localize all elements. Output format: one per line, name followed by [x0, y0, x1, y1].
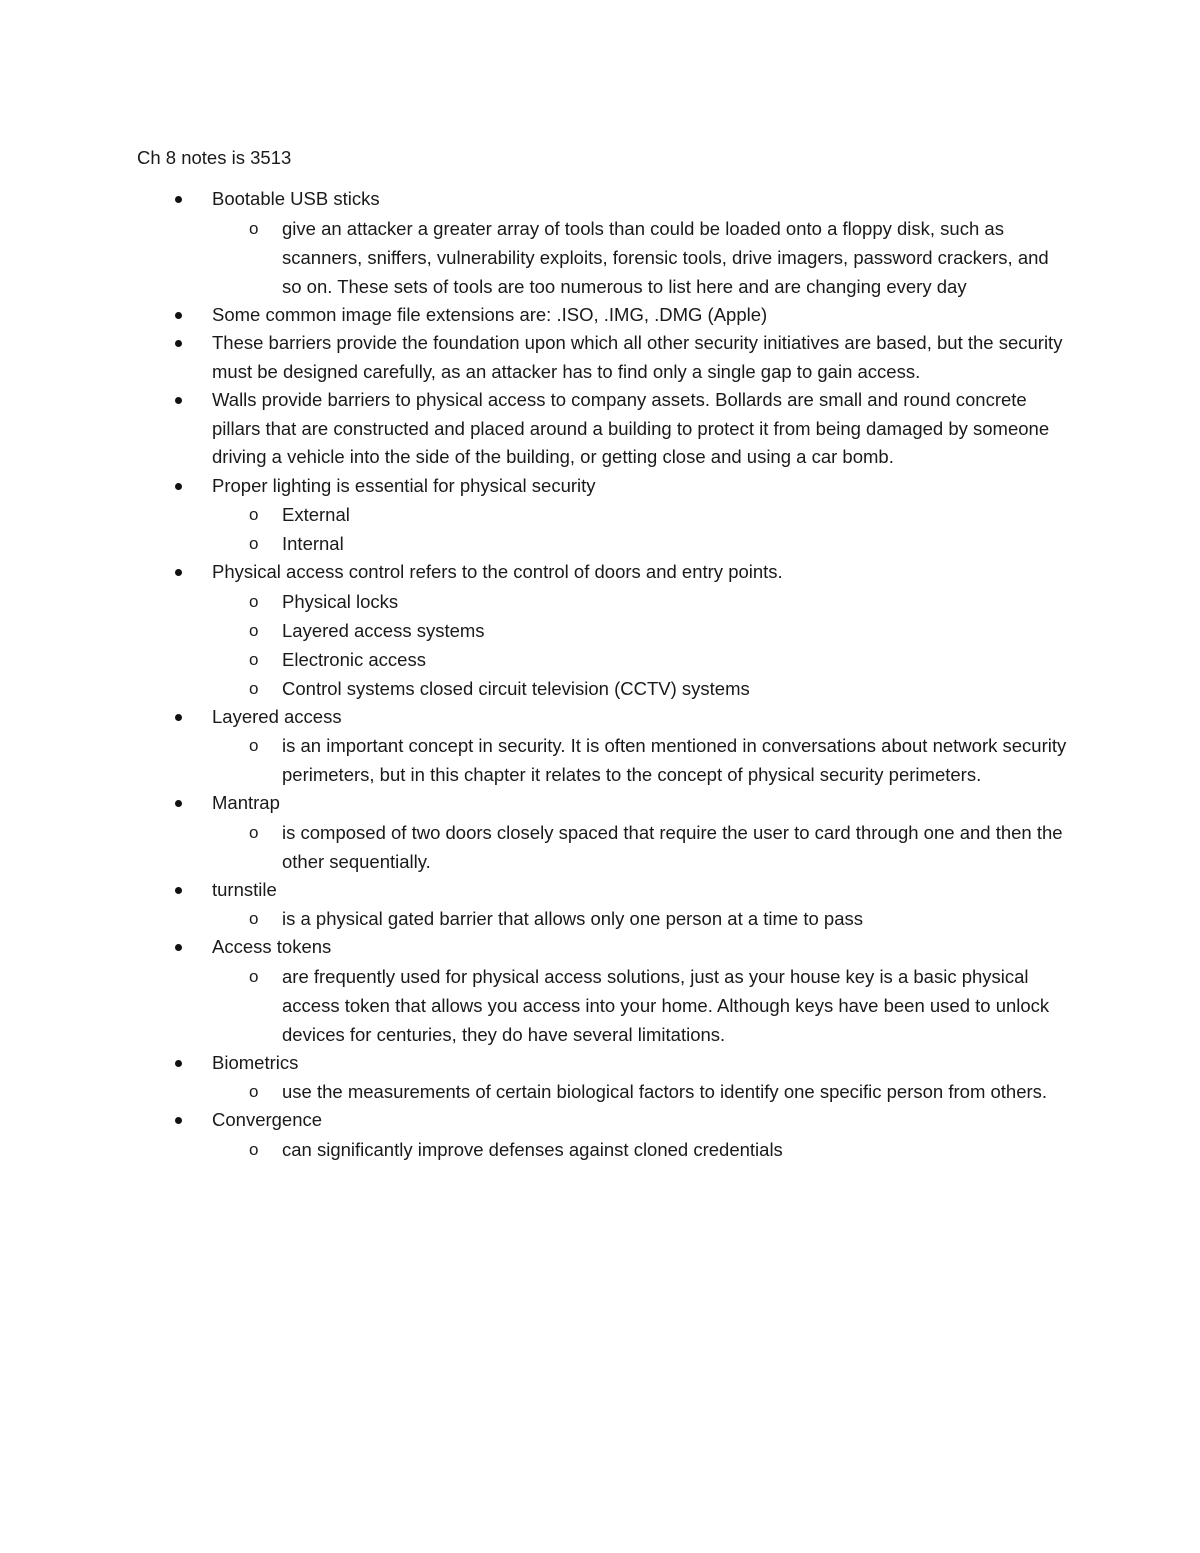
list-item [0, 185, 1200, 301]
bullet-text: Proper lighting is essential for physical security [212, 474, 596, 496]
sub-bullet-icon: o [249, 505, 259, 524]
bullet-icon [175, 483, 182, 490]
sub-bullet-text: is composed of two doors closely spaced that require the user to card through one and then the other sequentially. [282, 821, 1063, 872]
sub-list-item [0, 731, 1067, 789]
sub-bullet-icon: o [249, 822, 259, 842]
sub-bullet-icon: o [249, 1082, 259, 1101]
sub-list-item [0, 616, 1067, 645]
bullet-text: turnstile [212, 878, 277, 900]
bullet-row [0, 558, 1072, 587]
bullet-row [0, 386, 1072, 472]
sub-list-item [0, 962, 1067, 1049]
bullet-text: Bootable USB sticks [212, 188, 380, 209]
bullet-icon [175, 1117, 182, 1124]
list-item [0, 876, 1200, 934]
sub-list-item [0, 1135, 1067, 1164]
bullet-row [0, 876, 1072, 905]
list-item [0, 472, 1200, 559]
bullet-row [0, 301, 1072, 330]
bullet-row [0, 1049, 1072, 1078]
sub-bullet-text: use the measurements of certain biological factors to identify one specific person from others. [282, 1081, 1048, 1102]
list-item [0, 1106, 1200, 1164]
sub-bullet-icon: o [249, 736, 259, 755]
bullet-text: Access tokens [212, 936, 332, 957]
list-item [0, 933, 1200, 1049]
sub-bullet-text: Electronic access [282, 648, 426, 670]
sub-bullet-icon: o [249, 620, 259, 640]
bullet-row [0, 185, 1072, 214]
list-item [0, 386, 1200, 472]
sub-bullet-icon: o [249, 1139, 259, 1159]
sub-list-item [0, 529, 1067, 558]
sub-list-item [0, 587, 1067, 616]
sub-bullet-text: is a physical gated barrier that allows only one person at a time to pass [282, 908, 864, 929]
bullet-text: Biometrics [212, 1051, 299, 1073]
bullet-text: Mantrap [212, 792, 280, 813]
sub-bullet-text: are frequently used for physical access solutions, just as your house key is a basic physical access token that allows you access into your home. Although keys have been used to unlock devices for centuries, they do have several limitations. [282, 965, 1050, 1045]
bullet-row [0, 329, 1072, 386]
sub-bullet-icon: o [249, 218, 259, 238]
sub-bullet-text: is an important concept in security. It is often mentioned in conversations about network security perimeters, but in this chapter it relates to the concept of physical security perimeters. [282, 735, 1067, 785]
sub-bullet-icon: o [249, 909, 259, 928]
bullet-text: These barriers provide the foundation upon which all other security initiatives are based, but the security must be designed carefully, as an attacker has to find only a single gap to gain access. [212, 332, 1063, 382]
sub-bullet-text: Control systems closed circuit television (CCTV) systems [282, 677, 750, 699]
bullet-text: Walls provide barriers to physical access to company assets. Bollards are small and round concrete pillars that are constructed and placed around a building to protect it from being damaged by someone driving a vehicle into the side of the building, or getting close and using a car bomb. [212, 389, 1050, 467]
bullet-text: Some common image file extensions are: .ISO, .IMG, .DMG (Apple) [212, 303, 768, 325]
bullet-icon [175, 887, 182, 894]
bullet-icon [175, 397, 182, 404]
list-item [0, 789, 1200, 876]
sub-list-item [0, 818, 1067, 876]
sub-bullet-icon: o [249, 649, 259, 669]
list-item [0, 703, 1200, 790]
bullet-icon [175, 312, 182, 319]
sub-list-item [0, 645, 1067, 674]
bullet-row [0, 789, 1072, 818]
list-item [0, 301, 1200, 330]
bullet-icon [175, 1060, 182, 1067]
sub-list-item [0, 1077, 1067, 1106]
sub-bullet-text: Layered access systems [282, 619, 485, 641]
sub-list-item [0, 674, 1067, 703]
sub-bullet-text: can significantly improve defenses against cloned credentials [282, 1138, 783, 1160]
bullet-icon [175, 714, 182, 721]
bullet-text: Layered access [212, 705, 342, 727]
list-item [0, 1049, 1200, 1107]
sub-bullet-text: External [282, 504, 350, 525]
bullet-icon [175, 944, 182, 951]
sub-bullet-text: give an attacker a greater array of tools than could be loaded onto a floppy disk, such as scanners, sniffers, vulnerability exploits, forensic tools, drive imagers, password crackers, and so on. These sets of tools are too numerous to list here and are changing every day [282, 217, 1049, 297]
sub-list-item [0, 500, 1067, 529]
bullet-row [0, 933, 1072, 962]
list-item [0, 329, 1200, 386]
bullet-text: Convergence [212, 1109, 323, 1130]
sub-bullet-text: Physical locks [282, 590, 399, 612]
bullet-icon [175, 569, 182, 576]
sub-list-item [0, 214, 1067, 301]
notes-list [0, 185, 1200, 1164]
sub-bullet-icon: o [249, 534, 259, 553]
bullet-row [0, 703, 1072, 732]
bullet-row [0, 1106, 1072, 1135]
bullet-row [0, 472, 1072, 501]
bullet-text: Physical access control refers to the control of doors and entry points. [212, 561, 783, 582]
bullet-icon [175, 800, 182, 807]
bullet-icon [175, 340, 182, 347]
page-title: Ch 8 notes is 3513 [137, 147, 292, 168]
list-item [0, 558, 1200, 703]
sub-list-item [0, 904, 1067, 933]
bullet-icon [175, 196, 182, 203]
sub-bullet-icon: o [249, 678, 259, 698]
sub-bullet-icon: o [249, 966, 259, 986]
sub-bullet-icon: o [249, 591, 259, 611]
sub-bullet-text: Internal [282, 533, 344, 554]
